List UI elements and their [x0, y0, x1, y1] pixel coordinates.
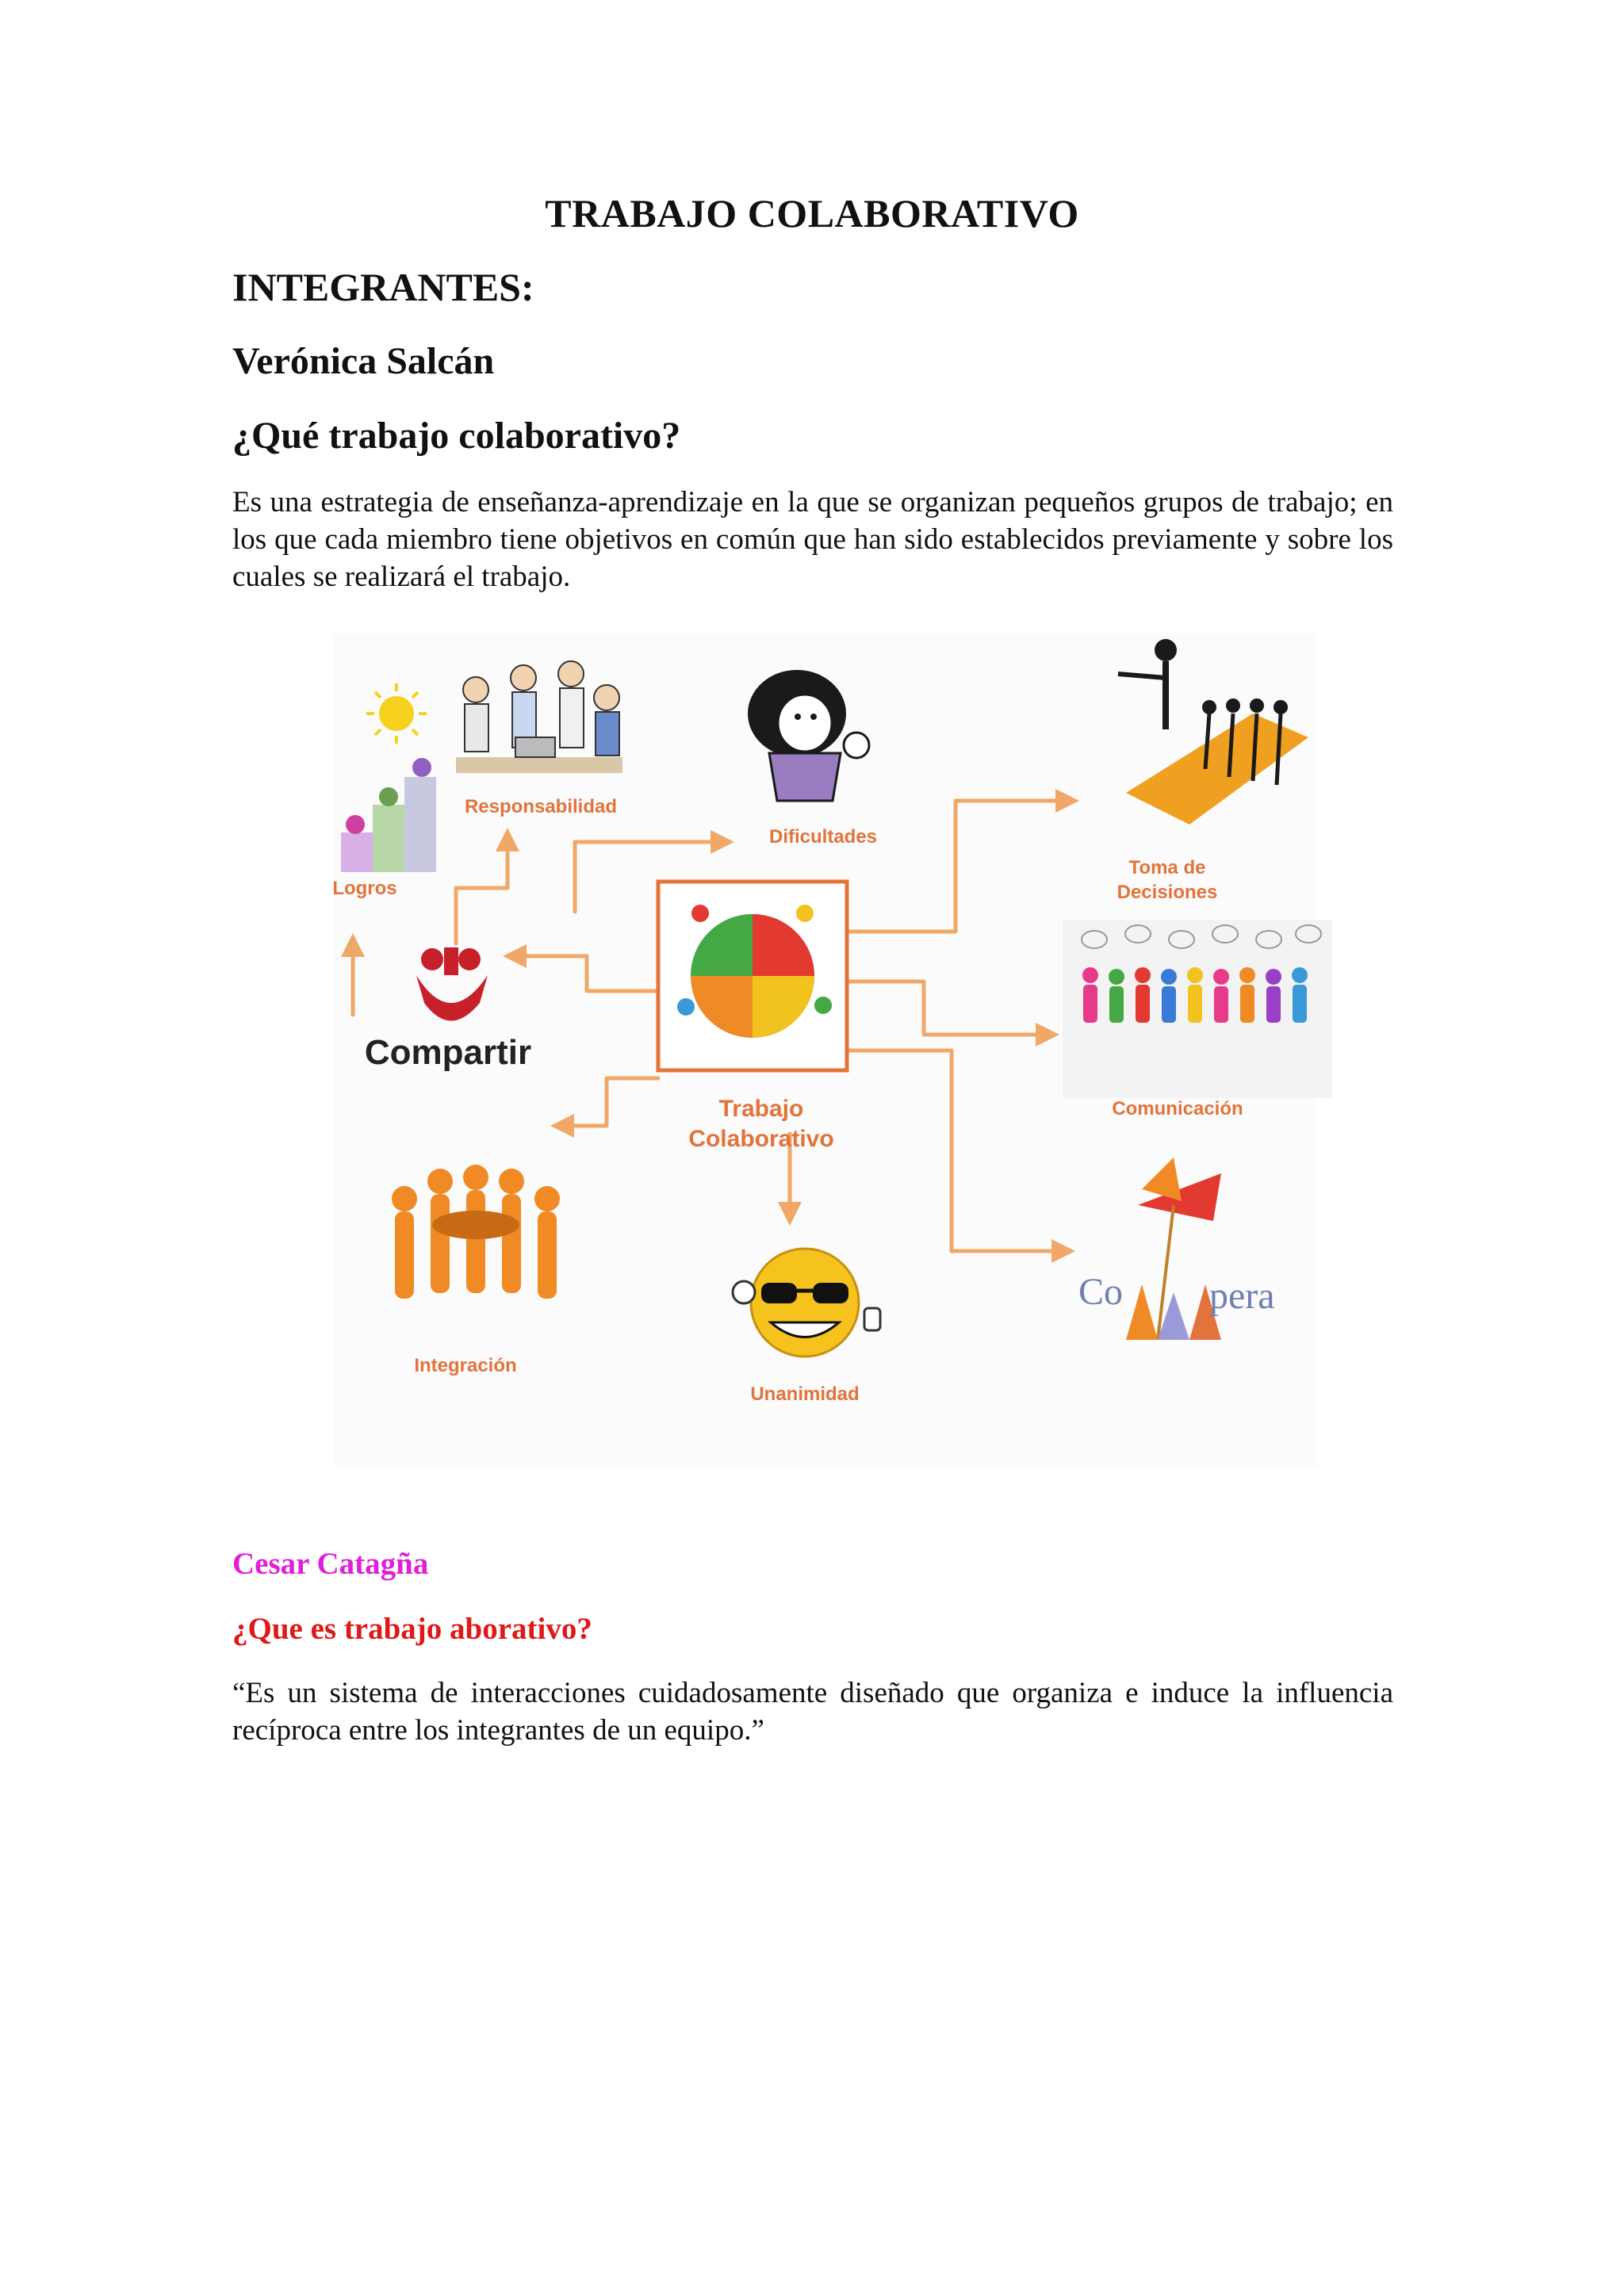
member2-question: ¿Que es trabajo aborativo? — [232, 1612, 592, 1646]
svg-text:Co: Co — [1078, 1271, 1124, 1313]
label-toma-de-decisiones-line1: Toma de — [1128, 857, 1206, 878]
label-toma-de-decisiones-line2: Decisiones — [1116, 882, 1218, 903]
label-logros: Logros — [332, 878, 397, 899]
label-integracion: Integración — [414, 1355, 517, 1376]
center-label-line1: Trabajo — [718, 1096, 804, 1122]
member1-answer: Es una estrategia de enseñanza-aprendizaje en la que se organizan pequeños grupos de trabajo; en los que cada miembro tiene objetivos en común que han sido establecidos previamente y sobre los cuales se realizará el trabajo. — [232, 486, 1393, 593]
label-compartir: Compartir — [364, 1033, 532, 1072]
label-unanimidad: Unanimidad — [750, 1383, 860, 1405]
label-dificultades: Dificultades — [768, 826, 878, 848]
integrantes-heading: INTEGRANTES: — [232, 265, 534, 309]
member2-answer: “Es un sistema de interacciones cuidadosamente diseñado que organiza e induce la influencia recíproca entre los integrantes de un equipo.” — [232, 1677, 1393, 1747]
label-responsabilidad: Responsabilidad — [464, 796, 618, 817]
collaborative-work-diagram — [285, 634, 1348, 1467]
member1-question: ¿Qué trabajo colaborativo? — [232, 415, 681, 457]
center-label-line2: Colaborativo — [688, 1126, 834, 1152]
node-comunicacion — [1063, 920, 1332, 1119]
label-comunicacion: Comunicación — [1112, 1098, 1243, 1119]
document-title: TRABAJO COLABORATIVO — [545, 191, 1079, 235]
member2-name: Cesar Catagña — [232, 1547, 429, 1581]
svg-text:pera: pera — [1209, 1275, 1275, 1317]
member1-name: Verónica Salcán — [232, 340, 495, 382]
